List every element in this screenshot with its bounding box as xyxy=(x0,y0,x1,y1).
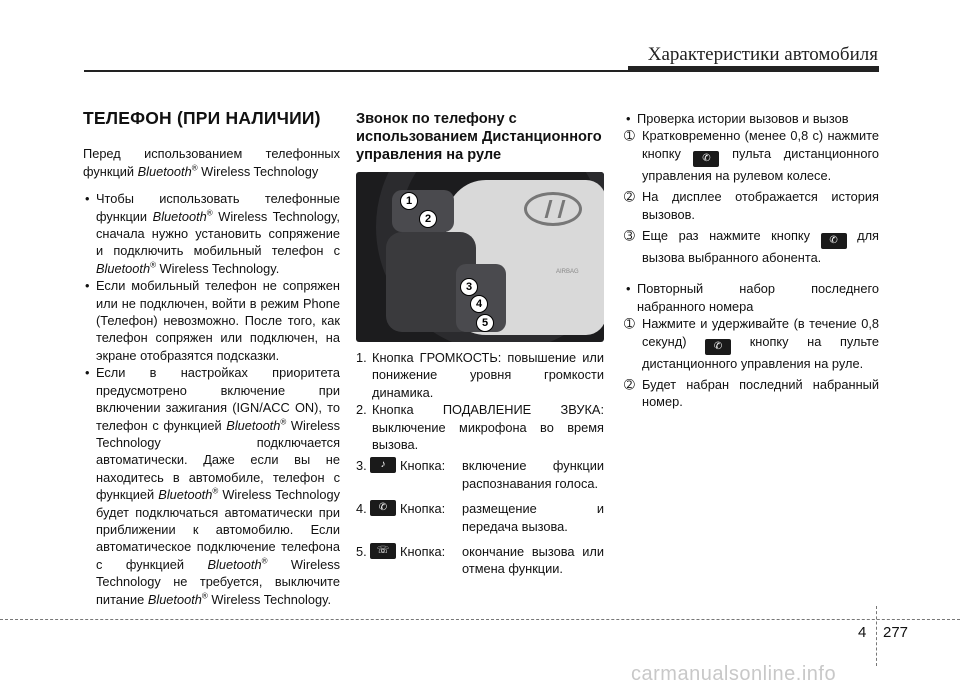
step-1: ➀ Кратковременно (менее 0,8 с) нажмите кнопку ✆ пульта дистанционного управления на рулевом колесе. xyxy=(624,127,879,184)
item-call: 4. ✆ Кнопка: размещение и передача вызова. xyxy=(356,500,604,535)
column-2 xyxy=(356,110,604,586)
callout-marker: 3 xyxy=(460,278,478,296)
remote-call-heading: Звонок по телефону с использованием Дистанционного управления на руле xyxy=(356,111,602,163)
hyundai-logo-icon xyxy=(524,192,582,226)
bullet-redial: • Повторный набор последнего набранного номера xyxy=(624,280,879,315)
step-3: ➂ Еще раз нажмите кнопку ✆ для вызова выбранного абонента. xyxy=(624,227,879,266)
header-bar xyxy=(628,66,879,72)
call-icon xyxy=(705,339,731,355)
footer-divider xyxy=(876,606,877,666)
item-volume: 1. Кнопка ГРОМКОСТЬ: повышение или понижение уровня громкости динамика. xyxy=(356,350,604,400)
bullet-call-history: • Проверка истории вызовов и вызов xyxy=(624,110,879,127)
section-title: Характеристики автомобиля xyxy=(647,44,878,65)
call-icon xyxy=(693,151,719,167)
watermark: carmanualsonline.info xyxy=(631,663,837,685)
column-3 xyxy=(624,110,879,411)
callout-marker: 2 xyxy=(419,210,437,228)
bullet-pairing: • Чтобы использовать телефонные функции Bluetooth® Wireless Technology, сначала нужно установить сопряжение и подключить мобильный телефон с Bluetooth® Wireless Technology. xyxy=(83,190,340,277)
item-mute: 2. Кнопка ПОДАВЛЕНИЕ ЗВУКА: выключение микрофона во время вызова. xyxy=(356,402,604,453)
page-number: 277 xyxy=(883,624,909,641)
redial-step-2: ➁ Будет набран последний набранный номер. xyxy=(624,377,879,410)
redial-step-1: ➀ Нажмите и удерживайте (в течение 0,8 секунд) ✆ кнопку на пульте дистанционного управления на руле. xyxy=(624,315,879,372)
step-2: ➁ На дисплее отображается история вызовов. xyxy=(624,189,879,222)
callout-marker: 5 xyxy=(476,314,494,332)
airbag-label: AIRBAG xyxy=(556,269,579,275)
end-call-icon xyxy=(370,543,396,559)
voice-recognition-icon xyxy=(370,457,396,473)
callout-marker: 4 xyxy=(470,295,488,313)
intro-paragraph: Перед использованием телефонных функций Bluetooth® Wireless Technology xyxy=(83,146,340,179)
chapter-number: 4 xyxy=(858,624,867,641)
footer-rule xyxy=(0,619,960,620)
column-1 xyxy=(83,110,340,608)
item-voice: 3. ♪ Кнопка: включение функции распознавания голоса. xyxy=(356,457,604,492)
item-end-call: 5. ☏ Кнопка: окончание вызова или отмена функции. xyxy=(356,543,604,578)
steering-wheel-image xyxy=(356,172,604,342)
phone-heading: ТЕЛЕФОН (ПРИ НАЛИЧИИ) xyxy=(83,108,321,128)
call-icon xyxy=(370,500,396,516)
callout-marker: 1 xyxy=(400,192,418,210)
bullet-auto-connect: • Если в настройках приоритета предусмотрено включение при включении зажигания (IGN/ACC ON), то телефон с функцией Bluetooth® Wireless Technology подключается автоматически. Даже если вы не находитесь в автомобиле, телефон с функцией Bluetooth® Wireless Technology будет подключаться автоматически при приближении к автомобилю. Если автоматическое подключение телефона с функцией Bluetooth® Wireless Technology не требуется, выключите питание Bluetooth® Wireless Technology. xyxy=(83,364,340,608)
bullet-not-connected: • Если мобильный телефон не сопряжен или не подключен, войти в режим Phone (Телефон) невозможно. После того, как телефон сопряжен или подключен, на экране отобразятся подсказки. xyxy=(83,277,340,364)
call-icon xyxy=(821,233,847,249)
